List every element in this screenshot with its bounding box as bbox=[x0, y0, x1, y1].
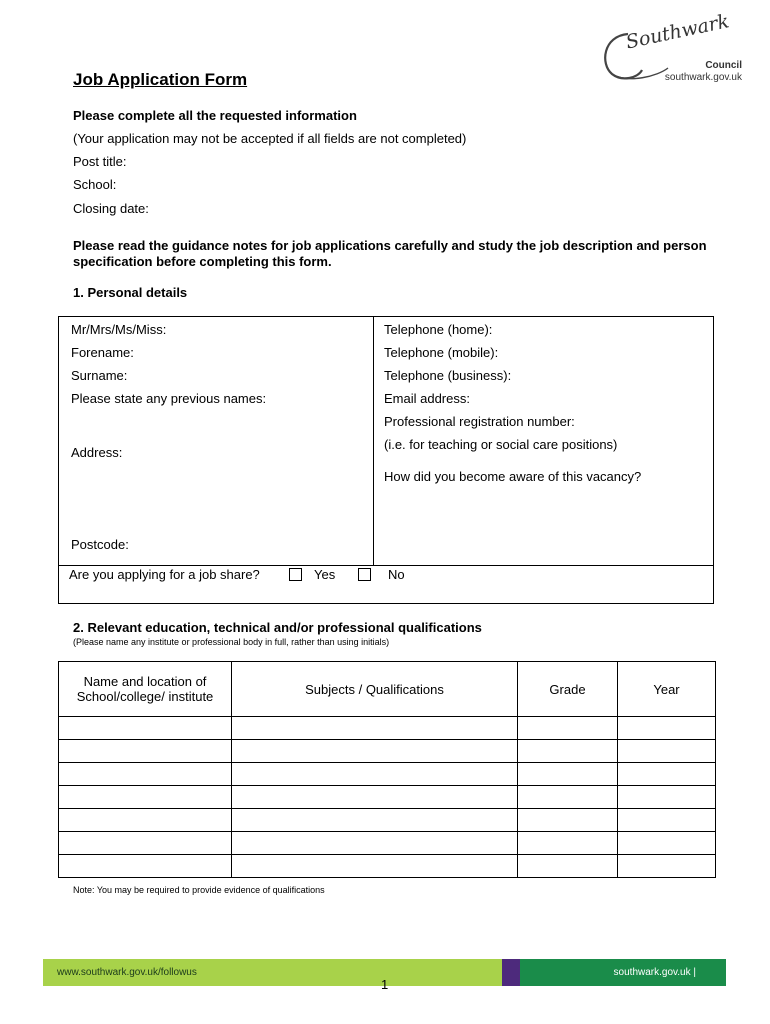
address-field[interactable]: Address: bbox=[71, 445, 123, 460]
institute-cell[interactable] bbox=[59, 763, 232, 786]
institute-cell[interactable] bbox=[59, 809, 232, 832]
surname-field[interactable]: Surname: bbox=[71, 368, 128, 383]
forename-field[interactable]: Forename: bbox=[71, 345, 134, 360]
closing-date-label: Closing date: bbox=[73, 201, 149, 216]
page-title: Job Application Form bbox=[73, 70, 248, 89]
job-share-question: Are you applying for a job share? bbox=[69, 567, 260, 582]
year-cell[interactable] bbox=[618, 832, 716, 855]
grade-cell[interactable] bbox=[518, 763, 618, 786]
institute-cell[interactable] bbox=[59, 855, 232, 878]
row-divider bbox=[59, 565, 713, 566]
southwark-council-logo bbox=[598, 10, 746, 88]
postcode-field[interactable]: Postcode: bbox=[71, 537, 129, 552]
personal-details-box bbox=[58, 316, 714, 604]
column-header-grade: Grade bbox=[518, 662, 618, 717]
job-share-yes-checkbox[interactable] bbox=[289, 568, 302, 581]
qualifications-note: Note: You may be required to provide evidence of qualifications bbox=[73, 885, 325, 895]
year-cell[interactable] bbox=[618, 786, 716, 809]
institute-cell[interactable] bbox=[59, 740, 232, 763]
column-header-year: Year bbox=[618, 662, 716, 717]
warning-text: (Your application may not be accepted if all fields are not completed) bbox=[73, 131, 467, 146]
logo-url-text: southwark.gov.uk bbox=[664, 72, 742, 83]
title-field[interactable]: Mr/Mrs/Ms/Miss: bbox=[71, 322, 167, 337]
table-row bbox=[59, 786, 716, 809]
subjects-cell[interactable] bbox=[232, 740, 518, 763]
year-cell[interactable] bbox=[618, 717, 716, 740]
grade-cell[interactable] bbox=[518, 832, 618, 855]
grade-cell[interactable] bbox=[518, 740, 618, 763]
grade-cell[interactable] bbox=[518, 809, 618, 832]
grade-cell[interactable] bbox=[518, 717, 618, 740]
subjects-cell[interactable] bbox=[232, 717, 518, 740]
school-label: School: bbox=[73, 177, 117, 192]
personal-details-heading: 1. Personal details bbox=[73, 285, 188, 300]
qualifications-table bbox=[58, 661, 716, 878]
vacancy-source-field[interactable]: How did you become aware of this vacancy? bbox=[384, 469, 642, 484]
telephone-mobile-field[interactable]: Telephone (mobile): bbox=[384, 345, 499, 360]
table-header-row bbox=[59, 662, 716, 717]
logo-wordmark: Southwark bbox=[624, 10, 732, 54]
year-cell[interactable] bbox=[618, 740, 716, 763]
footer-site-link[interactable]: southwark.gov.uk | bbox=[613, 967, 696, 978]
column-divider bbox=[373, 317, 374, 565]
subjects-cell[interactable] bbox=[232, 855, 518, 878]
instruction-text: Please complete all the requested information bbox=[73, 108, 357, 123]
subjects-cell[interactable] bbox=[232, 832, 518, 855]
column-header-institute: Name and location of School/college/ institute bbox=[59, 662, 232, 717]
job-share-yes-label: Yes bbox=[314, 567, 336, 582]
previous-names-field[interactable]: Please state any previous names: bbox=[71, 391, 267, 406]
year-cell[interactable] bbox=[618, 763, 716, 786]
grade-cell[interactable] bbox=[518, 855, 618, 878]
email-field[interactable]: Email address: bbox=[384, 391, 470, 406]
table-row bbox=[59, 717, 716, 740]
footer-purple-segment bbox=[502, 959, 520, 986]
table-row bbox=[59, 855, 716, 878]
qualifications-subheading: (Please name any institute or professional body in full, rather than using initials) bbox=[73, 637, 390, 647]
year-cell[interactable] bbox=[618, 809, 716, 832]
registration-number-field[interactable]: Professional registration number: bbox=[384, 414, 575, 429]
table-row bbox=[59, 809, 716, 832]
year-cell[interactable] bbox=[618, 855, 716, 878]
subjects-cell[interactable] bbox=[232, 763, 518, 786]
page-number: 1 bbox=[381, 977, 389, 992]
grade-cell[interactable] bbox=[518, 786, 618, 809]
column-header-subjects: Subjects / Qualifications bbox=[232, 662, 518, 717]
registration-note: (i.e. for teaching or social care positions) bbox=[384, 437, 618, 452]
subjects-cell[interactable] bbox=[232, 809, 518, 832]
table-row bbox=[59, 740, 716, 763]
table-row bbox=[59, 832, 716, 855]
job-share-no-checkbox[interactable] bbox=[358, 568, 371, 581]
institute-cell[interactable] bbox=[59, 717, 232, 740]
job-share-no-label: No bbox=[388, 567, 405, 582]
subjects-cell[interactable] bbox=[232, 786, 518, 809]
guidance-text: Please read the guidance notes for job applications carefully and study the job description and person specification before completing this form. bbox=[73, 238, 707, 269]
qualifications-heading: 2. Relevant education, technical and/or professional qualifications bbox=[73, 620, 482, 635]
institute-cell[interactable] bbox=[59, 786, 232, 809]
post-title-label: Post title: bbox=[73, 154, 127, 169]
institute-cell[interactable] bbox=[59, 832, 232, 855]
footer-followus-link[interactable]: www.southwark.gov.uk/followus bbox=[57, 967, 197, 978]
logo-council-text: Council bbox=[705, 60, 742, 71]
telephone-business-field[interactable]: Telephone (business): bbox=[384, 368, 512, 383]
telephone-home-field[interactable]: Telephone (home): bbox=[384, 322, 493, 337]
table-row bbox=[59, 763, 716, 786]
